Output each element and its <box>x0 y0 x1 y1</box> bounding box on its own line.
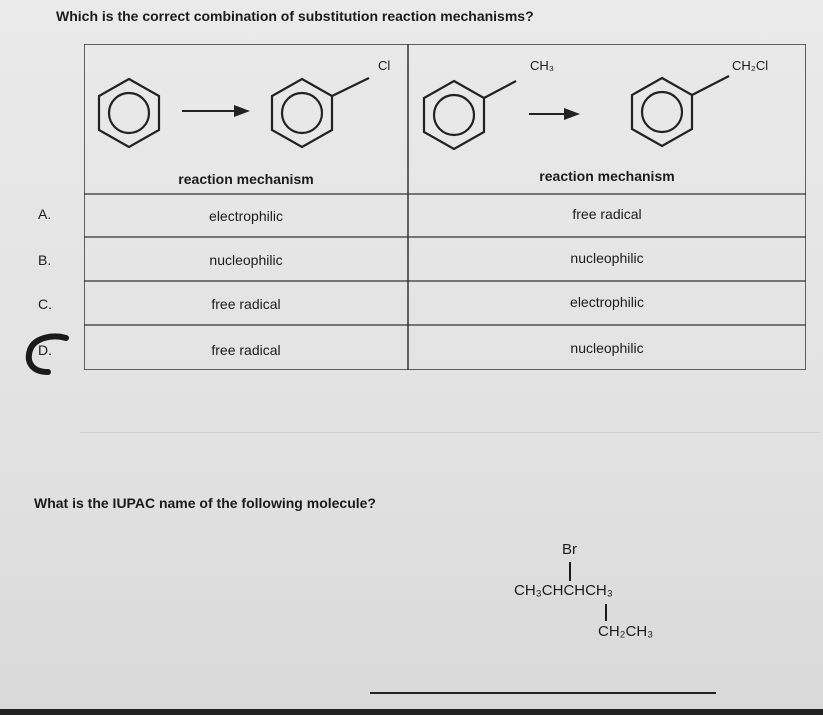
row-a-right: free radical <box>572 206 642 222</box>
toluene-ring <box>424 81 516 149</box>
section-divider <box>80 432 820 433</box>
bromo-substituent: Br <box>562 541 577 558</box>
bond-line <box>569 562 571 581</box>
chlorobenzene-ring <box>272 78 369 147</box>
benzene-ring <box>99 79 159 147</box>
ethyl-substituent: CH₂CH₃ <box>598 623 654 640</box>
methyl-label: CH₃ <box>530 58 555 73</box>
chloro-label: Cl <box>378 58 391 73</box>
arrow-icon <box>529 108 580 120</box>
option-c-letter: C. <box>38 296 52 312</box>
row-a-left: electrophilic <box>209 208 283 224</box>
question-1: Which is the correct combination of substitution reaction mechanisms? <box>56 8 534 24</box>
chloromethyl-label: CH₂Cl <box>732 58 769 73</box>
option-d-letter: D. <box>38 342 52 358</box>
row-d-right: nucleophilic <box>570 340 644 356</box>
answer-circle-mark <box>22 332 82 382</box>
answer-blank-line[interactable] <box>370 692 716 694</box>
header-left: reaction mechanism <box>178 171 314 187</box>
benzyl-chloride-ring <box>632 76 729 146</box>
row-d-left: free radical <box>211 342 281 358</box>
row-c-right: electrophilic <box>570 294 644 310</box>
main-chain: CH₃CHCHCH₃ <box>514 582 613 599</box>
option-b-letter: B. <box>38 252 52 268</box>
bottom-edge-bar <box>0 709 823 715</box>
question-2: What is the IUPAC name of the following molecule? <box>34 495 376 511</box>
row-c-left: free radical <box>211 296 281 312</box>
arrow-icon <box>182 105 250 117</box>
header-right: reaction mechanism <box>539 168 675 184</box>
answer-table <box>84 44 806 370</box>
bond-line <box>605 604 607 621</box>
row-b-left: nucleophilic <box>209 252 283 268</box>
option-a-letter: A. <box>38 206 52 222</box>
row-b-right: nucleophilic <box>570 250 644 266</box>
